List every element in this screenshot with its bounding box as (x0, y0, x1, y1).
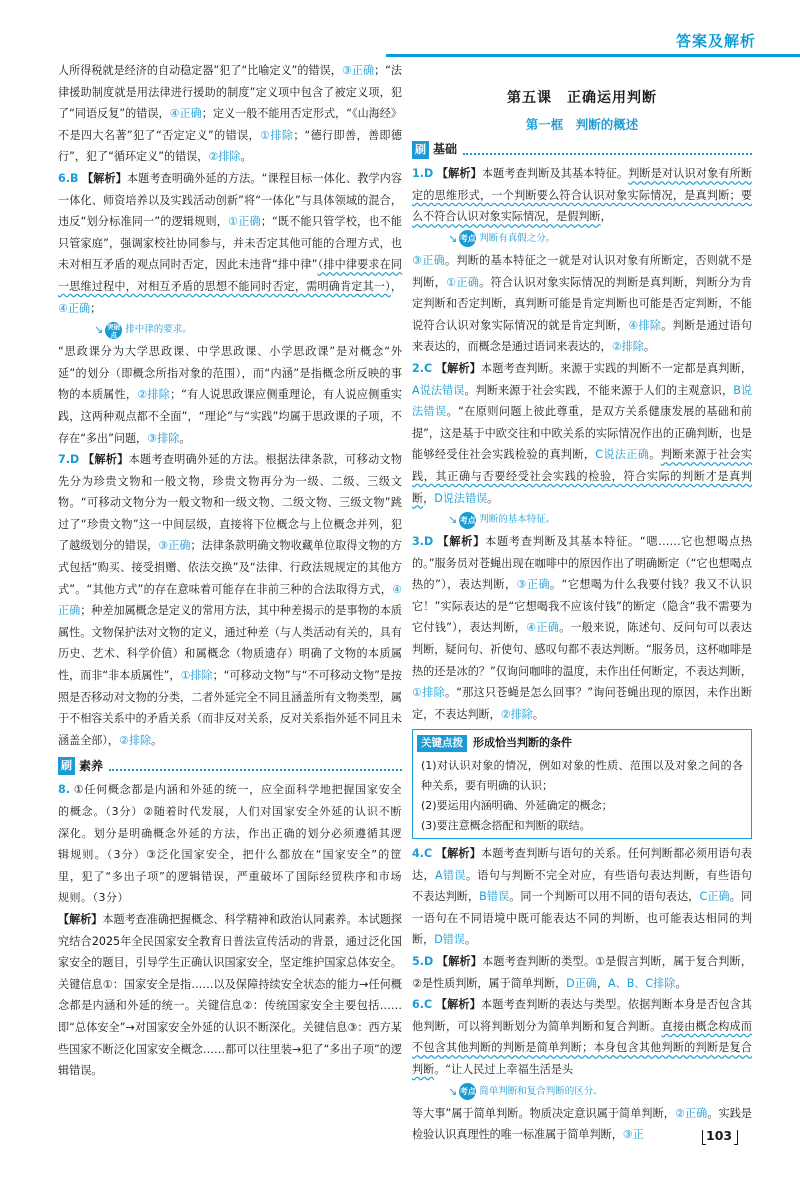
tip-note (448, 230, 752, 248)
tip-text: 排中律的要求。 (125, 324, 192, 336)
intro-paragraph (58, 60, 402, 168)
answer-judgement: A、B、C排除 (608, 976, 676, 990)
question-6 (412, 994, 752, 1080)
analysis-label: 【解析】 (435, 998, 482, 1012)
key-point-badge: 关键点拨 (417, 735, 467, 752)
answer-judgement: ③正确 (158, 539, 191, 553)
question-number: 8. (58, 783, 70, 797)
text-run: 本题考查判断的类型。①是假言判断，属于复合判断，②是性质判断，属于简单判断， (412, 955, 752, 990)
text-run: 。判断的基本特征之一就是对认识对象有所断定，否则就不是判断， (412, 253, 752, 289)
text-run: ；“可移动文物”与“不可移动文物”是按照是否移动对文物的分类，二者外延完全不同且涵盖所有文物类型，属于不相容关系中的矛盾关系（而非反对关系，反对关系指外延不同且未涵盖全部）， (58, 669, 402, 747)
section-label: 基础 (433, 142, 458, 157)
text-run: ， (596, 976, 609, 990)
question-number: 1. (412, 167, 424, 181)
text-run: “思政课分为大学思政课、中学思政课、小学思政课”是对概念“外延”的划分（即概念所指对象的范围），而“内涵”是指概念所反映的事物的本质属性， (58, 345, 402, 402)
text-run: 。同一个判断可以用不同的语句表达， (509, 890, 700, 904)
key-point-body (413, 756, 751, 836)
answer-judgement: D错误 (434, 933, 465, 947)
key-point-box (412, 729, 752, 839)
answer-judgement: ③排除 (147, 431, 180, 445)
text-run: ；“法律援助制度就是用法律进行援助的制度”定义项中包含了被定义项，犯了“同语反复”的错误， (58, 64, 403, 121)
tip-note (448, 1083, 752, 1101)
analysis-text (58, 453, 402, 747)
answer-judgement: ④正确 (58, 301, 91, 315)
tip-text: 简单判断和复合判断的区分。 (479, 1085, 603, 1097)
dotted-divider (109, 761, 402, 771)
question-number: 6. (412, 998, 424, 1012)
text-run: 。符合认识对象实际情况的判断是真判断，判断分为肯定判断和否定判断，真判断可能是肯定判断也可能是否定判断，不能说符合认识对象实际情况的就是肯定判断， (412, 275, 752, 332)
text-run: 本题考查判断及其基本特征。“嗯……它也想喝点热的。”服务员对苍蝇出现在咖啡中的原因作出了明确断定（“它也想喝点热的”），表达判断， (412, 535, 752, 592)
key-point-line: (3)要注意概念搭配和判断的联结。 (421, 819, 591, 833)
analysis-label: 【解析】 (82, 171, 127, 185)
text-run: 本题考查准确把握概念、科学精神和政治认同素养。本试题探究结合2025年全民国家安全教育日普法宣传活动的背景，通过泛化国家安全的题目，引导学生正确认识国家安全，坚定维护国家总体安全。关键信息①：国家安全是指……以及保障持续安全状态的能力→任何概念都是内涵和外延的统一。关键信息②：传统国家安全主要包括……即“总体安全”→对国家安全外延的认识不断深化。关键信息③：西方某些国家不断泛化国家安全概念……都可以往里装→犯了“多出子项”的逻辑错误。 (58, 912, 402, 1078)
text-run: 。“在原则问题上彼此尊重，是双方关系健康发展的基础和前提”，这是基于中欧交往和中欧关系的实际情况作出的正确判断，也是能够经受住社会实践检验的真判断， (412, 405, 752, 462)
text-run: 本题考查判断。来源于实践的判断不一定都是真判断， (481, 361, 752, 375)
section-label: 素养 (79, 758, 104, 773)
text-run: ；“德行即善，善即德行”，犯了“循环定义”的错误， (58, 128, 403, 164)
text-run: 。语句与判断不完全对应，有些语句表达判断，有些语句不表达判断， (412, 868, 752, 904)
analysis-label: 【解析】 (436, 955, 483, 968)
text-run: ；定义一般不能用否定形式，“《山海经》不是四大名著”犯了“否定定义”的错误， (58, 107, 403, 142)
text-run: ；法律条款明确文物收藏单位取得文物的方式包括“购买、接受捐赠、依法交换”及“法律、行政法规规定的其他方式”。“其他方式”的存在意味着可能存在非前三种的合法取得方式， (58, 539, 402, 596)
answer-judgement: ③正确 (341, 64, 375, 77)
question-number: 4. (412, 847, 424, 861)
highlighted-text: 判断是对认识对象有所断定的思维形式，一个判断要么符合认识对象实际情况，是真判断；要么不符合认识对象实际情况，是假判断 (412, 167, 752, 224)
text-run: 。 (675, 976, 687, 990)
answer-judgement: ③正确 (412, 253, 445, 267)
question-2 (412, 358, 752, 509)
header-title: 答案及解析 (675, 32, 756, 50)
text-run: 人所得税就是经济的自动稳定器”犯了“比喻定义”的错误， (58, 64, 342, 77)
answer-judgement: ③正 (622, 1128, 644, 1142)
text-run: 。“让人民过上幸福生活是头 (434, 1062, 574, 1076)
answer-judgement: ④正确 (58, 582, 402, 618)
text-run: 。一般来说，陈述句、反问句可以表达判断，疑问句、祈使句、感叹句都不表达判断。“服务员，这杯咖啡是热的还是冰的？”仅询问咖啡的温度，未作出任何断定，不表达判断， (412, 621, 752, 678)
text-run: ；“有人说思政课应侧重理论，有人说应侧重实践，这两种观点都不全面”，“理论”与“实践”均属于思政课的子项，不存在“多出”问题， (58, 388, 402, 445)
answer-judgement: ④排除 (628, 318, 662, 332)
text-run: 。“那这只苍蝇是怎么回事？”询问苍蝇出现的原因，未作出断定，不表达判断， (412, 686, 753, 721)
analysis-label: 【解析】 (58, 912, 103, 926)
question-answer: C (423, 998, 433, 1012)
answer-judgement: ①排除 (260, 128, 294, 142)
answer-judgement: ②排除 (611, 340, 644, 354)
text-run: 。 (532, 707, 545, 721)
text-run: 。“它想喝为什么我要付钱？我又不认识它！”实际表达的是“它想喝我不应该付钱”的断定（隐含“我不需要为它付钱”），表达判断， (412, 578, 753, 635)
question-answer: C (423, 847, 433, 861)
answer-judgement: ①排除 (180, 669, 213, 683)
arrow-icon: ↘ (448, 513, 458, 527)
text-run: 。判断是通过语句来表达的，而概念是通过语词来表达的， (412, 318, 752, 354)
section-brush-icon: 刷 (58, 757, 75, 775)
text-run: 。实践是检验认识真理性的唯一标准属于简单判断， (412, 1106, 752, 1142)
page-number: 103 (706, 1128, 733, 1143)
question-answer: B (69, 171, 79, 185)
text-run: 本题考查明确外延的方法。根据法律条款，可移动文物先分为珍贵文物和一般文物，珍贵文物再分为一级、二级、三级文物。“可移动文物分为一般文物和一级文物、二级文物、三级文物”跳过了“珍贵文物”这一中间层级，直接将下位概念与上位概念并列，犯了越级划分的错误， (58, 453, 402, 553)
text-run: 。 (151, 733, 163, 747)
arrow-icon: ↘ (448, 232, 458, 246)
answer-judgement: ①排除 (412, 686, 445, 700)
analysis-text (58, 913, 402, 1077)
analysis-text (412, 362, 752, 505)
answer-judgement: ③正确 (516, 578, 551, 592)
tip-text: 判断的基本特征。 (479, 514, 556, 526)
text-run: 本题考查判断与语句的关系。任何判断都必须用语句表达， (412, 847, 752, 882)
section-brush-icon: 刷 (412, 141, 429, 159)
answer-judgement: D正确 (566, 976, 597, 990)
text-run: 。 (649, 448, 661, 462)
question-number: 6. (58, 171, 70, 185)
frame-title: 第一框 判断的概述 (525, 116, 639, 132)
text-run: 。 (643, 340, 655, 354)
answer-judgement: ①正确 (446, 275, 480, 289)
tip-note (448, 511, 752, 529)
section-suyang (58, 755, 402, 777)
analysis-label: 【解析】 (435, 847, 482, 861)
question-answer: D (423, 535, 434, 549)
text-run: ， (423, 491, 435, 505)
analysis-label: 【解析】 (83, 453, 129, 467)
highlighted-text: 判断来源于社会实践，其正确与否要经受社会实践的检验，符合实际的判断才是真判断 (412, 448, 752, 505)
answer-judgement: A说法错误 (412, 383, 465, 397)
dotted-divider (463, 145, 752, 155)
section-jichu (412, 139, 752, 161)
breakthrough-badge-icon: 突破点 (107, 322, 121, 339)
highlighted-text: （排中律要求在同一思维过程中，对相互矛盾的思想不能同时否定，需明确肯定其一） (58, 258, 403, 293)
question-number: 5. (412, 955, 424, 968)
text-run: 本题考查判断及其基本特征。 (481, 167, 629, 181)
right-column (412, 60, 752, 1146)
text-run: ；“既不能只管学校，也不能只管家庭”，强调家校社协同参与，并未否定其他可能的合理方式，也未对相互矛盾的观点同时否定，因此未违背“排中律” (58, 215, 403, 272)
answer-judgement: ②排除 (500, 707, 533, 721)
answer-judgement: ①正确 (228, 215, 261, 229)
text-run: 。 (464, 933, 477, 947)
question-answer: C (423, 361, 433, 375)
question-8-analysis (58, 909, 402, 1082)
answer-judgement: ④正确 (526, 621, 560, 635)
model-answer: ①任何概念都是内涵和外延的统一，应全面科学地把握国家安全的概念。（3分）②随着时代发展，人们对国家安全外延的认识不断深化。划分是明确概念外延的方法，作出正确的划分必须遵循其逻辑规则。（3分）③泛化国家安全，把什么都放在“国家安全”的筐里，犯了“多出子项”的逻辑错误，严重破坏了国际经贸秩序和市场规则。（3分） (58, 783, 403, 905)
analysis-text (412, 535, 752, 721)
arrow-icon: ↘ (94, 323, 104, 337)
answer-judgement: ④正确 (169, 107, 202, 121)
analysis-label: 【解析】 (437, 535, 486, 549)
text-run: 。 (487, 491, 499, 505)
question-1-cont (412, 250, 752, 358)
page-header (0, 0, 800, 56)
question-1 (412, 163, 752, 228)
analysis-text (412, 847, 752, 946)
analysis-text (58, 172, 402, 315)
text-run: 。 (240, 150, 252, 164)
left-column (58, 60, 402, 1082)
question-5 (412, 951, 752, 994)
text-run: 等大事”属于简单判断。物质决定意识属于简单判断， (412, 1106, 675, 1120)
question-answer: D (69, 453, 80, 467)
key-point-title: 形成恰当判断的条件 (473, 736, 572, 750)
text-run: 。判断来源于社会实践，不能来源于人们的主观意识， (464, 383, 734, 397)
question-number: 7. (58, 453, 70, 467)
analysis-label: 【解析】 (435, 361, 482, 375)
key-point-badge-icon: 考点 (459, 1083, 476, 1100)
text-run: 本题考查判断的表达与类型。依据判断本身是否包含其他判断，可以将判断划分为简单判断和复合判断。 (412, 998, 752, 1033)
answer-judgement: B错误 (479, 890, 510, 904)
answer-judgement: C正确 (699, 890, 730, 904)
answer-judgement: ②排除 (119, 733, 152, 747)
answer-judgement: ②排除 (137, 388, 171, 402)
header-rule (386, 54, 800, 57)
key-point-badge-icon: 考点 (459, 230, 476, 247)
text-run: 。同一语句在不同语境中既可能表达不同的判断，也可能表达相同的判断， (412, 890, 752, 947)
text-run: ； (90, 301, 102, 315)
lesson-title: 第五课 正确运用判断 (507, 90, 657, 106)
question-answer: D (423, 167, 434, 181)
key-point-header (413, 730, 751, 756)
question-4 (412, 843, 752, 951)
key-point-line: (2)要运用内涵明确、外延确定的概念； (421, 799, 613, 813)
question-6-left (58, 168, 402, 319)
tip-note (94, 321, 402, 339)
text-run: 本题考查明确外延的方法。“课程目标一体化、教学内容一体化、师资培养以及实践活动创新”将“一体化”与具体领域的混合，违反“划分标准同一”的逻辑规则， (58, 171, 402, 229)
question-6-cont (412, 1103, 752, 1146)
analysis-label: 【解析】 (436, 167, 482, 181)
question-number: 3. (412, 535, 424, 549)
arrow-icon: ↘ (448, 1084, 458, 1098)
answer-judgement: D说法错误 (434, 491, 488, 505)
question-8-left (58, 779, 402, 909)
text-run: 。 (179, 431, 191, 445)
text-run: ；种差加属概念是定义的常用方法，其中种差揭示的是事物的本质属性。文物保护法对文物的定义，通过种差（与人类活动有关的，具有历史、艺术、科学价值）和属概念（物质遗存）明确了文物的本质属性，而非“非本质属性”， (58, 604, 402, 683)
text-run: ， (390, 279, 402, 293)
question-7-left (58, 449, 402, 751)
tip-text: 判断有真假之分。 (479, 233, 556, 245)
question-answer: D (423, 955, 434, 968)
answer-judgement: A错误 (434, 868, 466, 882)
answer-judgement: C说法正确 (595, 448, 650, 462)
question-number: 2. (412, 361, 424, 375)
highlighted-text: 直接由概念构成而不包含其他判断的判断是简单判断；本身包含其他判断的判断是复合判断 (412, 1019, 752, 1076)
answer-judgement: ②排除 (208, 150, 241, 164)
question-6-left-cont (58, 341, 402, 449)
answer-judgement: ②正确 (674, 1106, 708, 1120)
answer-judgement: B说法错误 (412, 383, 752, 419)
key-point-line: (1)对认识对象的情况，例如对象的性质、范围以及对象之间的各种关系，要有明确的认识； (421, 759, 743, 793)
text-run: ， (600, 210, 612, 224)
question-3 (412, 531, 752, 725)
key-point-badge-icon: 考点 (459, 512, 476, 529)
